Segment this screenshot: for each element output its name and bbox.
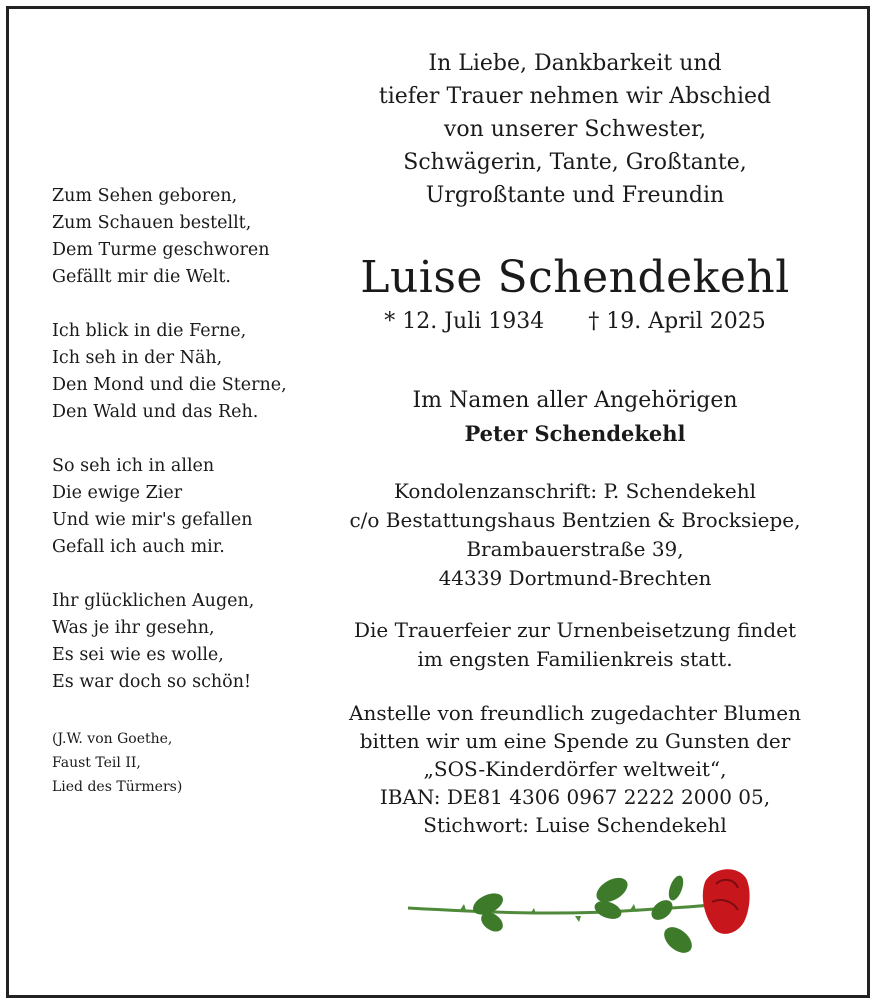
source-line: Faust Teil II, bbox=[52, 755, 141, 771]
poem-line: Den Mond und die Sterne, bbox=[52, 375, 287, 395]
poem-line: Zum Sehen geboren, bbox=[52, 186, 238, 206]
intro-line: von unserer Schwester, bbox=[443, 117, 707, 142]
poem-line: Und wie mir's gefallen bbox=[52, 510, 253, 530]
ceremony-line: Die Trauerfeier zur Urnenbeisetzung findet bbox=[354, 618, 796, 642]
rose-illustration bbox=[400, 860, 760, 960]
condolence-address bbox=[330, 477, 820, 593]
source-line: (J.W. von Goethe, bbox=[52, 731, 173, 747]
address-line: 44339 Dortmund-Brechten bbox=[438, 566, 712, 590]
birth-date: * 12. Juli 1934 bbox=[384, 309, 545, 334]
poem-line: Dem Turme geschworen bbox=[52, 240, 270, 260]
leaf bbox=[666, 874, 686, 903]
intro-line: Urgroßtante und Freundin bbox=[425, 183, 725, 208]
ceremony-note bbox=[330, 616, 820, 674]
poem-line: Ihr glücklichen Augen, bbox=[52, 591, 255, 611]
mourners-block bbox=[330, 384, 820, 450]
donation-line: Anstelle von freundlich zugedachter Blumen bbox=[349, 701, 801, 725]
intro-line: In Liebe, Dankbarkeit und bbox=[428, 51, 722, 76]
life-dates bbox=[330, 309, 820, 334]
rose-stem bbox=[408, 904, 720, 913]
poem-stanza bbox=[52, 588, 342, 696]
poem-line: Die ewige Zier bbox=[52, 483, 183, 503]
poem-stanza bbox=[52, 453, 342, 561]
poem-line: Den Wald und das Reh. bbox=[52, 402, 259, 422]
deceased-name: Luise Schendekehl bbox=[360, 252, 790, 303]
poem-line: Gefällt mir die Welt. bbox=[52, 267, 231, 287]
leaf bbox=[659, 922, 696, 958]
poem-line: Es war doch so schön! bbox=[52, 672, 252, 692]
donation-line: bitten wir um eine Spende zu Gunsten der bbox=[359, 729, 791, 753]
signer-name: Peter Schendekehl bbox=[464, 421, 686, 446]
address-line: Brambauerstraße 39, bbox=[466, 537, 684, 561]
donation-line: IBAN: DE81 4306 0967 2222 2000 05, bbox=[379, 785, 771, 809]
poem-stanza bbox=[52, 318, 342, 426]
poem-line: Ich blick in die Ferne, bbox=[52, 321, 247, 341]
intro-line: tiefer Trauer nehmen wir Abschied bbox=[378, 84, 772, 109]
source-line: Lied des Türmers) bbox=[52, 779, 183, 795]
ceremony-line: im engsten Familienkreis statt. bbox=[417, 647, 733, 671]
donation-line: Stichwort: Luise Schendekehl bbox=[423, 813, 727, 837]
poem-line: Ich seh in der Näh, bbox=[52, 348, 223, 368]
poem-line: Es sei wie es wolle, bbox=[52, 645, 224, 665]
donation-line: „SOS-Kinderdörfer weltweit“, bbox=[423, 757, 727, 781]
intro-text bbox=[330, 47, 820, 212]
death-date: † 19. April 2025 bbox=[588, 309, 766, 334]
poem-stanza bbox=[52, 183, 342, 291]
goethe-poem bbox=[52, 183, 342, 723]
poem-line: Zum Schauen bestellt, bbox=[52, 213, 252, 233]
address-line: c/o Bestattungshaus Bentzien & Brocksiepe, bbox=[349, 508, 801, 532]
address-line: Kondolenzanschrift: P. Schendekehl bbox=[394, 479, 756, 503]
poem-line: So seh ich in allen bbox=[52, 456, 215, 476]
intro-line: Schwägerin, Tante, Großtante, bbox=[403, 150, 747, 175]
poem-line: Gefall ich auch mir. bbox=[52, 537, 225, 557]
poem-source bbox=[52, 727, 182, 799]
donation-note bbox=[330, 699, 820, 839]
poem-line: Was je ihr gesehn, bbox=[52, 618, 215, 638]
mourners-line: Im Namen aller Angehörigen bbox=[412, 388, 738, 413]
